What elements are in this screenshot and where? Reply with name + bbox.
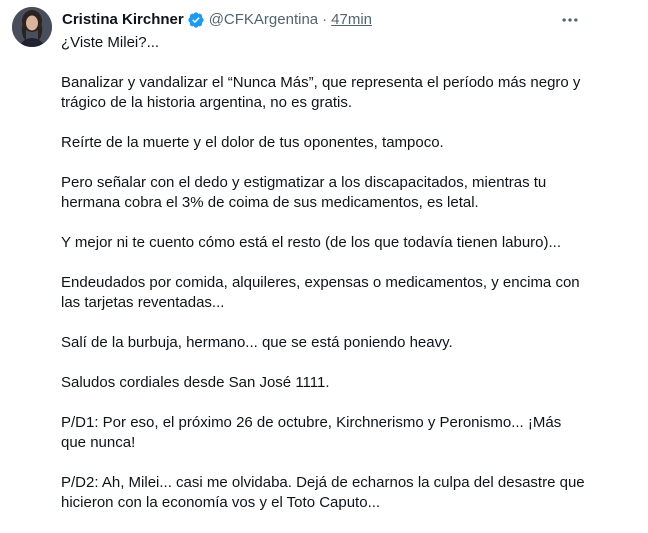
more-options-button[interactable] xyxy=(560,10,580,30)
profile-photo-icon xyxy=(12,7,52,47)
avatar[interactable] xyxy=(12,7,52,47)
author-handle[interactable]: @CFKArgentina xyxy=(208,11,319,28)
tweet-header xyxy=(62,10,372,30)
author-display-name[interactable]: Cristina Kirchner xyxy=(62,11,184,28)
tweet-paragraph: Banalizar y vandalizar el “Nunca Más”, que representa el período más negro y trágico de la historia argentina, no es gratis. xyxy=(61,74,581,111)
tweet-paragraph: P/D1: Por eso, el próximo 26 de octubre, Kirchnerismo y Peronismo... ¡Más que nunca! xyxy=(61,414,562,451)
tweet-paragraph: Saludos cordiales desde San José 1111. xyxy=(61,374,330,391)
tweet-paragraph: P/D2: Ah, Milei... casi me olvidaba. Dejá de echarnos la culpa del desastre que hicieron con la economía vos y el Toto Caputo... xyxy=(61,474,585,511)
tweet-text xyxy=(61,33,631,533)
tweet-paragraph: Y mejor ni te cuento cómo está el resto (de los que todavía tienen laburo)... xyxy=(61,234,562,251)
tweet-paragraph: Reírte de la muerte y el dolor de tus oponentes, tampoco. xyxy=(61,134,444,151)
timestamp-link[interactable]: 47min xyxy=(331,11,373,28)
more-horizontal-icon xyxy=(560,10,580,30)
tweet-paragraph: Pero señalar con el dedo y estigmatizar a los discapacitados, mientras tu hermana cobra el 3% de coima de sus medicamentos, es letal. xyxy=(61,174,547,211)
verified-badge-icon xyxy=(187,11,205,29)
tweet-paragraph: Salí de la burbuja, hermano... que se está poniendo heavy. xyxy=(61,334,453,351)
tweet-paragraph: Endeudados por comida, alquileres, expensas o medicamentos, y encima con las tarjetas reventadas... xyxy=(61,274,580,311)
header-separator: · xyxy=(322,11,328,28)
tweet-paragraph: ¿Viste Milei?... xyxy=(61,34,160,51)
